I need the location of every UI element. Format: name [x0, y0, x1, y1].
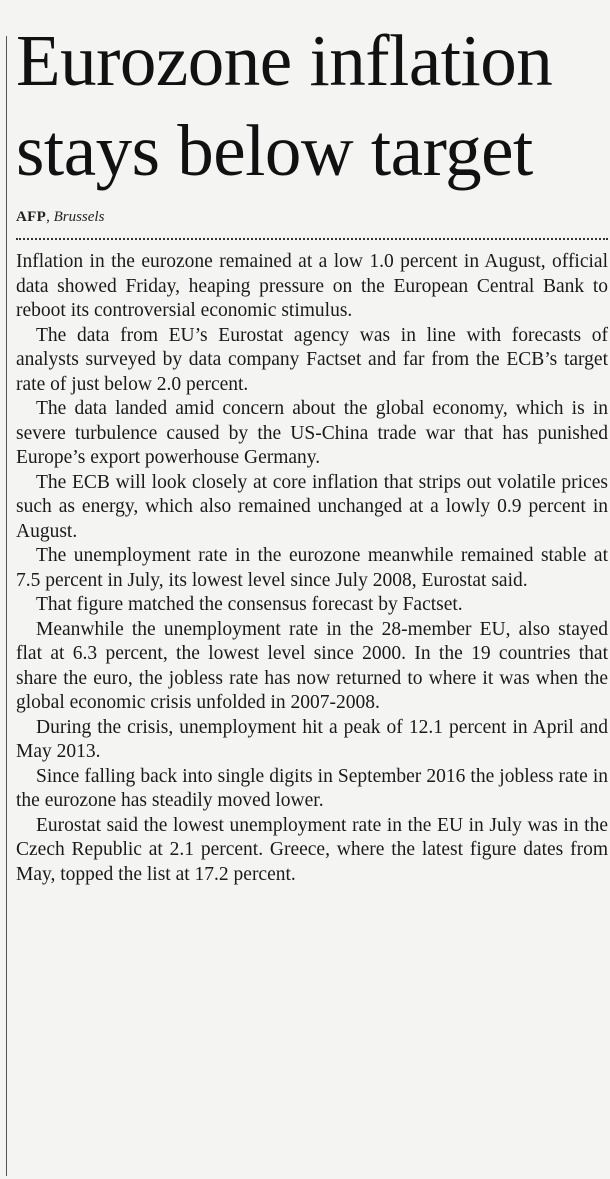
paragraph-5: The unemployment rate in the eurozone meanwhile remained stable at 7.5 percent in July, its lowest level since July 2008, Eurostat said. [16, 545, 608, 591]
headline: Eurozone inflation stays below target [16, 20, 553, 191]
column-rule [6, 36, 7, 1176]
dotted-separator [16, 238, 608, 240]
byline-agency: AFP [16, 209, 47, 225]
byline-separator: , [46, 209, 54, 225]
paragraph-3: The data landed amid concern about the global economy, which is in severe turbulence caused by the US-China trade war that has punished Europe’s export powerhouse Germany. [16, 398, 608, 468]
article-body [16, 250, 608, 887]
paragraph-4: The ECB will look closely at core inflation that strips out volatile prices such as energy, which also remained unchanged at a lowly 0.9 percent in August. [16, 471, 608, 542]
paragraph-6: That figure matched the consensus forecast by Factset. [36, 594, 463, 615]
paragraph-9: Since falling back into single digits in September 2016 the jobless rate in the eurozone has steadily moved lower. [16, 765, 608, 811]
byline [16, 208, 608, 226]
paragraph-10: Eurostat said the lowest unemployment rate in the EU in July was in the Czech Republic at 2.1 percent. Greece, where the latest figure dates from May, topped the list at 17.2 percent. [16, 814, 608, 885]
paragraph-7: Meanwhile the unemployment rate in the 28-member EU, also stayed flat at 6.3 percent, the lowest level since 2000. In the 19 countries that share the euro, the jobless rate has now returned to where it was when the global economic crisis unfolded in 2007-2008. [16, 618, 608, 713]
paragraph-8: During the crisis, unemployment hit a peak of 12.1 percent in April and May 2013. [16, 716, 608, 762]
paragraph-2: The data from EU’s Eurostat agency was in line with forecasts of analysts surveyed by data company Factset and far from the ECB’s target rate of just below 2.0 percent. [16, 324, 608, 395]
news-article [16, 16, 608, 887]
byline-location: Brussels [53, 209, 105, 225]
paragraph-1: Inflation in the eurozone remained at a low 1.0 percent in August, official data showed Friday, heaping pressure on the European Central Bank to reboot its controversial economic stimulus. [16, 251, 608, 321]
